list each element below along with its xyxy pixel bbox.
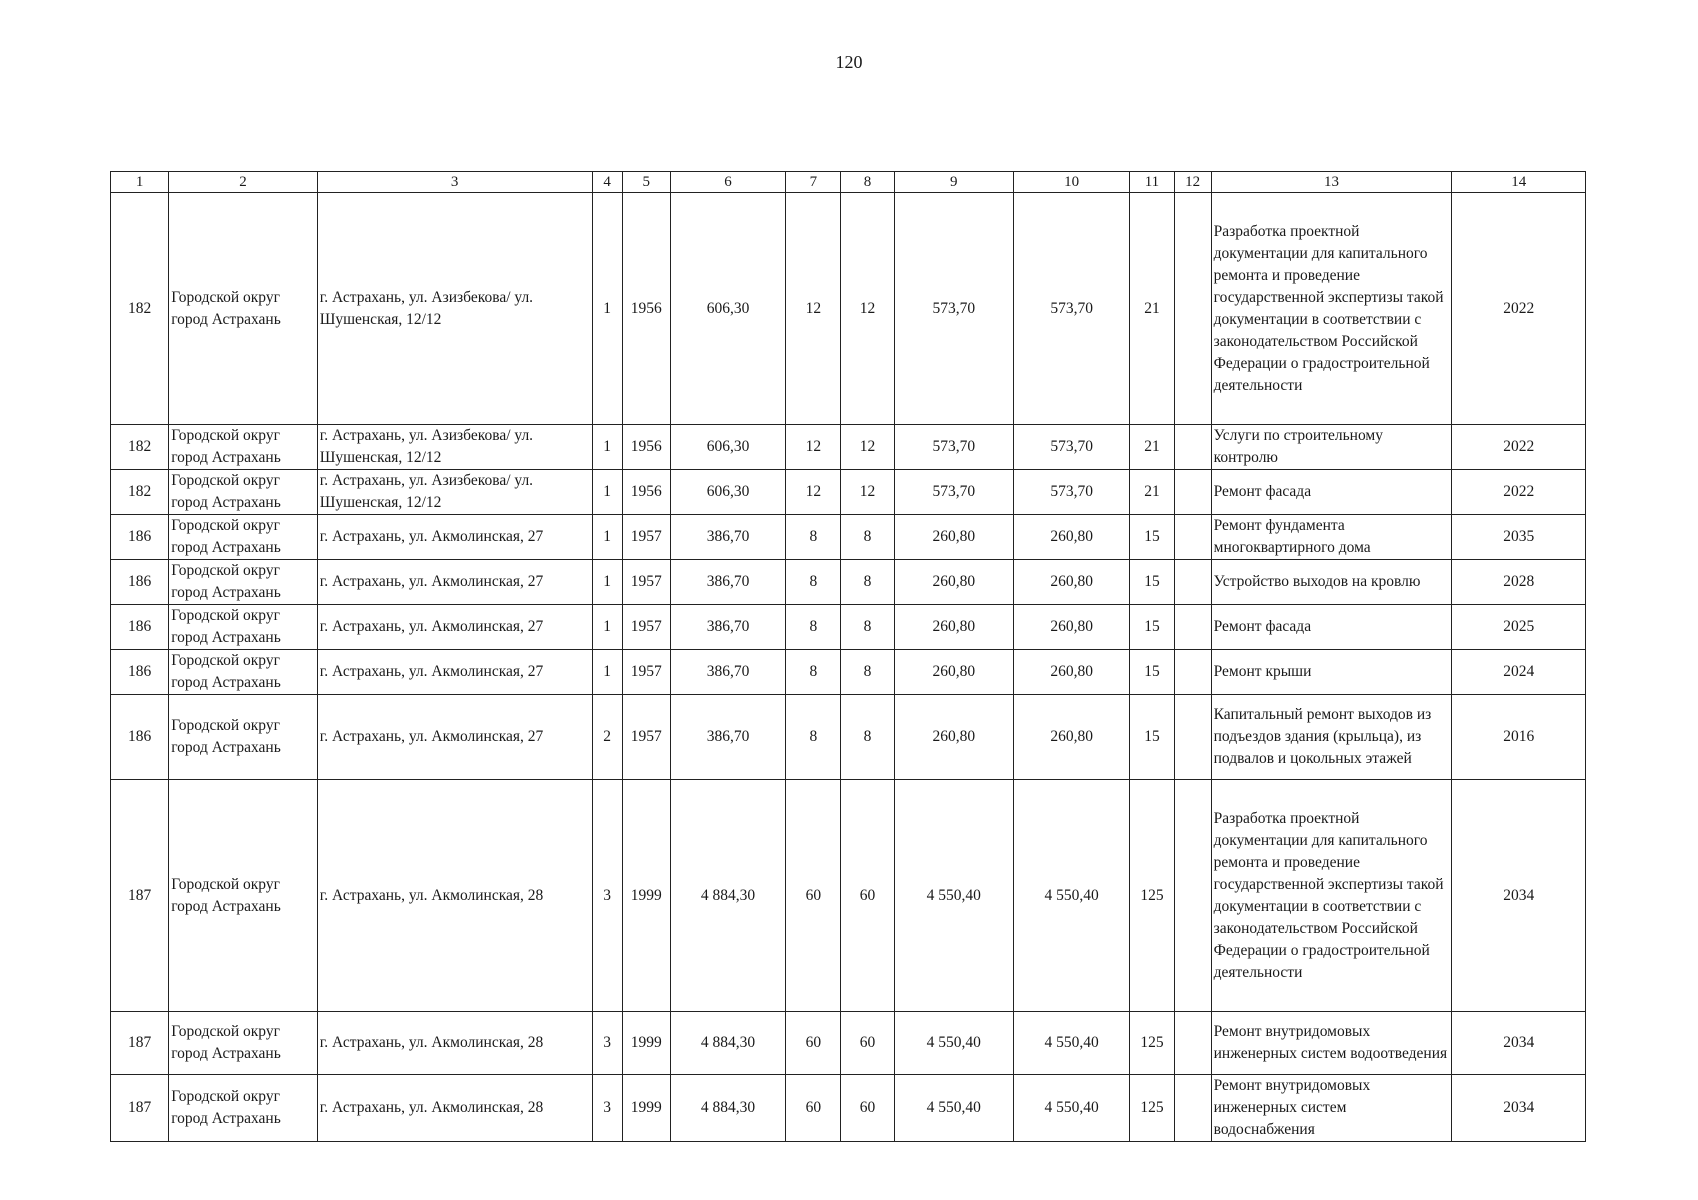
cell-municipality: Городской округ город Астрахань [169,605,318,650]
cell-residents: 15 [1130,650,1174,695]
cell-residential-area: 573,70 [894,470,1013,515]
cell-residential-units: 8 [786,695,841,780]
cell-address: г. Астрахань, ул. Азизбекова/ ул. Шушенская, 12/12 [317,470,592,515]
cell-year-built: 1999 [622,1012,670,1075]
cell-planned-year: 2028 [1452,560,1586,605]
cell-residential-units: 8 [786,560,841,605]
cell-owned-area: 260,80 [1013,515,1129,560]
capital-repair-table [110,171,1586,1142]
cell-work-type: Ремонт внутридомовых инженерных систем водоотведения [1211,1012,1452,1075]
cell-total-area: 606,30 [670,470,785,515]
cell-residential-units: 12 [786,470,841,515]
cell-residential-area: 573,70 [894,193,1013,425]
cell-building-type: 3 [592,780,622,1012]
cell-total-area: 606,30 [670,193,785,425]
column-header: 9 [894,172,1013,193]
cell-number: 182 [111,425,169,470]
column-header: 12 [1174,172,1211,193]
cell-work-type: Разработка проектной документации для капитального ремонта и проведение государственной экспертизы такой документации в соответствии с законодательством Российской Федерации о градостроительной деятельности [1211,193,1452,425]
column-header: 8 [841,172,894,193]
column-header: 1 [111,172,169,193]
cell-planned-year: 2016 [1452,695,1586,780]
cell-residents: 125 [1130,780,1174,1012]
cell-residential-units: 60 [786,1075,841,1142]
cell-residential-area: 4 550,40 [894,1012,1013,1075]
cell-residential-units: 8 [786,650,841,695]
cell-building-type: 1 [592,650,622,695]
cell-address: г. Астрахань, ул. Акмолинская, 27 [317,605,592,650]
cell-number: 186 [111,650,169,695]
cell-building-type: 1 [592,425,622,470]
cell-planned-year: 2022 [1452,470,1586,515]
cell-owned-units: 60 [841,780,894,1012]
cell-owned-units: 8 [841,695,894,780]
cell-col12 [1174,1075,1211,1142]
cell-residential-area: 260,80 [894,560,1013,605]
cell-municipality: Городской округ город Астрахань [169,560,318,605]
cell-residential-area: 260,80 [894,650,1013,695]
cell-address: г. Астрахань, ул. Акмолинская, 27 [317,650,592,695]
column-header: 11 [1130,172,1174,193]
cell-total-area: 4 884,30 [670,1012,785,1075]
cell-owned-area: 260,80 [1013,560,1129,605]
page-number: 120 [835,52,863,72]
cell-owned-area: 573,70 [1013,425,1129,470]
cell-col12 [1174,425,1211,470]
cell-year-built: 1957 [622,650,670,695]
cell-owned-area: 4 550,40 [1013,1012,1129,1075]
cell-planned-year: 2022 [1452,425,1586,470]
cell-building-type: 1 [592,470,622,515]
cell-planned-year: 2034 [1452,1075,1586,1142]
cell-address: г. Астрахань, ул. Акмолинская, 28 [317,1012,592,1075]
cell-total-area: 386,70 [670,695,785,780]
cell-building-type: 1 [592,605,622,650]
cell-year-built: 1999 [622,780,670,1012]
cell-col12 [1174,605,1211,650]
column-header: 3 [317,172,592,193]
cell-year-built: 1999 [622,1075,670,1142]
cell-building-type: 1 [592,515,622,560]
cell-total-area: 386,70 [670,605,785,650]
column-header: 6 [670,172,785,193]
cell-planned-year: 2022 [1452,193,1586,425]
cell-residential-units: 60 [786,1012,841,1075]
cell-owned-area: 4 550,40 [1013,780,1129,1012]
cell-col12 [1174,193,1211,425]
cell-number: 186 [111,605,169,650]
cell-address: г. Астрахань, ул. Азизбекова/ ул. Шушенская, 12/12 [317,193,592,425]
table-row [111,695,1586,780]
cell-col12 [1174,470,1211,515]
cell-year-built: 1956 [622,470,670,515]
cell-owned-units: 12 [841,470,894,515]
cell-owned-area: 260,80 [1013,605,1129,650]
table-row [111,560,1586,605]
cell-municipality: Городской округ город Астрахань [169,515,318,560]
cell-residents: 15 [1130,695,1174,780]
cell-planned-year: 2025 [1452,605,1586,650]
cell-residents: 15 [1130,515,1174,560]
table-row [111,650,1586,695]
cell-address: г. Астрахань, ул. Акмолинская, 27 [317,515,592,560]
cell-year-built: 1957 [622,695,670,780]
cell-number: 186 [111,695,169,780]
cell-municipality: Городской округ город Астрахань [169,1075,318,1142]
cell-residents: 21 [1130,193,1174,425]
cell-building-type: 1 [592,560,622,605]
cell-work-type: Ремонт фасада [1211,470,1452,515]
cell-residential-area: 260,80 [894,605,1013,650]
cell-number: 187 [111,1012,169,1075]
cell-residential-area: 260,80 [894,515,1013,560]
cell-municipality: Городской округ город Астрахань [169,193,318,425]
cell-residents: 125 [1130,1075,1174,1142]
cell-owned-units: 8 [841,605,894,650]
cell-address: г. Астрахань, ул. Акмолинская, 28 [317,1075,592,1142]
cell-residents: 21 [1130,425,1174,470]
cell-municipality: Городской округ город Астрахань [169,650,318,695]
cell-owned-units: 60 [841,1012,894,1075]
column-header: 7 [786,172,841,193]
cell-owned-units: 60 [841,1075,894,1142]
cell-owned-units: 8 [841,650,894,695]
cell-number: 182 [111,470,169,515]
cell-total-area: 386,70 [670,560,785,605]
table-row [111,1012,1586,1075]
cell-owned-area: 260,80 [1013,650,1129,695]
cell-total-area: 4 884,30 [670,1075,785,1142]
cell-municipality: Городской округ город Астрахань [169,1012,318,1075]
table-row [111,425,1586,470]
cell-planned-year: 2035 [1452,515,1586,560]
cell-residents: 15 [1130,605,1174,650]
cell-building-type: 2 [592,695,622,780]
cell-year-built: 1956 [622,193,670,425]
cell-owned-area: 260,80 [1013,695,1129,780]
column-header: 5 [622,172,670,193]
cell-work-type: Ремонт фасада [1211,605,1452,650]
cell-total-area: 606,30 [670,425,785,470]
cell-year-built: 1957 [622,605,670,650]
cell-total-area: 4 884,30 [670,780,785,1012]
cell-residents: 21 [1130,470,1174,515]
cell-col12 [1174,560,1211,605]
cell-municipality: Городской округ город Астрахань [169,780,318,1012]
table-row [111,193,1586,425]
table-row [111,470,1586,515]
cell-planned-year: 2024 [1452,650,1586,695]
cell-residential-units: 12 [786,425,841,470]
cell-year-built: 1957 [622,515,670,560]
cell-address: г. Астрахань, ул. Акмолинская, 27 [317,695,592,780]
table-row [111,605,1586,650]
table-row [111,515,1586,560]
cell-residential-units: 60 [786,780,841,1012]
cell-number: 187 [111,780,169,1012]
cell-number: 187 [111,1075,169,1142]
cell-address: г. Астрахань, ул. Акмолинская, 27 [317,560,592,605]
cell-residential-units: 12 [786,193,841,425]
cell-planned-year: 2034 [1452,1012,1586,1075]
cell-owned-units: 8 [841,560,894,605]
cell-residential-units: 8 [786,605,841,650]
cell-residential-units: 8 [786,515,841,560]
cell-work-type: Ремонт фундамента многоквартирного дома [1211,515,1452,560]
cell-col12 [1174,515,1211,560]
cell-work-type: Ремонт крыши [1211,650,1452,695]
cell-building-type: 3 [592,1075,622,1142]
column-header: 13 [1211,172,1452,193]
cell-work-type: Разработка проектной документации для капитального ремонта и проведение государственной экспертизы такой документации в соответствии с законодательством Российской Федерации о градостроительной деятельности [1211,780,1452,1012]
cell-municipality: Городской округ город Астрахань [169,425,318,470]
column-header: 4 [592,172,622,193]
cell-col12 [1174,650,1211,695]
cell-residents: 15 [1130,560,1174,605]
cell-year-built: 1957 [622,560,670,605]
cell-address: г. Астрахань, ул. Акмолинская, 28 [317,780,592,1012]
cell-number: 182 [111,193,169,425]
cell-planned-year: 2034 [1452,780,1586,1012]
cell-owned-units: 12 [841,193,894,425]
cell-owned-area: 4 550,40 [1013,1075,1129,1142]
cell-residents: 125 [1130,1012,1174,1075]
column-number-row [111,172,1586,193]
cell-residential-area: 260,80 [894,695,1013,780]
cell-owned-units: 8 [841,515,894,560]
cell-col12 [1174,695,1211,780]
cell-total-area: 386,70 [670,650,785,695]
cell-owned-area: 573,70 [1013,193,1129,425]
cell-owned-units: 12 [841,425,894,470]
cell-number: 186 [111,515,169,560]
table-row [111,1075,1586,1142]
column-header: 14 [1452,172,1586,193]
cell-col12 [1174,780,1211,1012]
cell-residential-area: 4 550,40 [894,1075,1013,1142]
cell-municipality: Городской округ город Астрахань [169,470,318,515]
table-row [111,780,1586,1012]
cell-work-type: Услуги по строительному контролю [1211,425,1452,470]
cell-residential-area: 573,70 [894,425,1013,470]
cell-owned-area: 573,70 [1013,470,1129,515]
cell-year-built: 1956 [622,425,670,470]
cell-residential-area: 4 550,40 [894,780,1013,1012]
cell-building-type: 1 [592,193,622,425]
cell-number: 186 [111,560,169,605]
cell-work-type: Капитальный ремонт выходов из подъездов здания (крыльца), из подвалов и цокольных этажей [1211,695,1452,780]
cell-work-type: Устройство выходов на кровлю [1211,560,1452,605]
cell-building-type: 3 [592,1012,622,1075]
cell-work-type: Ремонт внутридомовых инженерных систем водоснабжения [1211,1075,1452,1142]
cell-total-area: 386,70 [670,515,785,560]
column-header: 10 [1013,172,1129,193]
column-header: 2 [169,172,318,193]
cell-municipality: Городской округ город Астрахань [169,695,318,780]
cell-address: г. Астрахань, ул. Азизбекова/ ул. Шушенская, 12/12 [317,425,592,470]
cell-col12 [1174,1012,1211,1075]
